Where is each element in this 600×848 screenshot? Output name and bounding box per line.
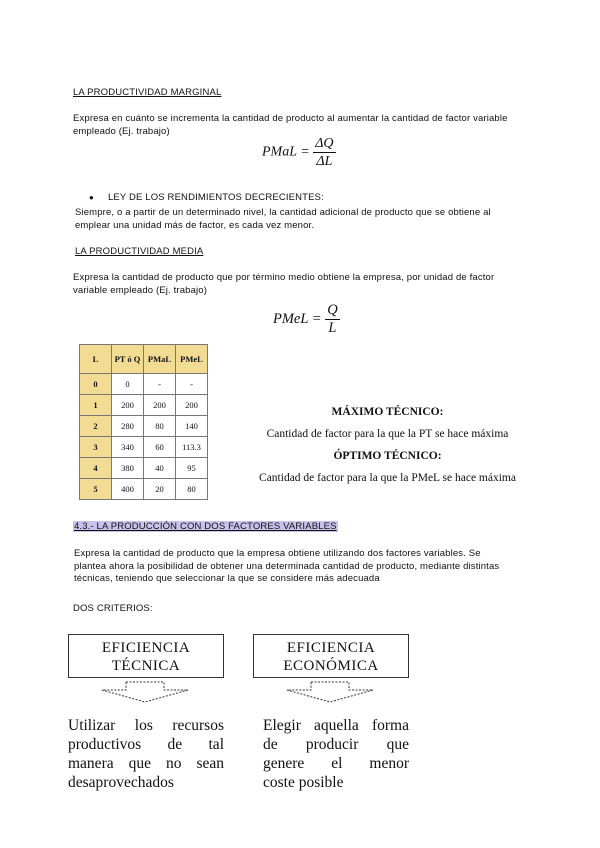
table-cell: 2 xyxy=(80,416,112,437)
media-description-line1: Expresa la cantidad de producto que por término medio obtiene la empresa, por unidad de factor xyxy=(73,272,495,283)
economica-desc-line: de producir que xyxy=(263,736,409,753)
down-arrow-icon xyxy=(285,680,375,704)
table-cell: 200 xyxy=(144,395,176,416)
table-cell: 340 xyxy=(112,437,144,458)
table-cell: 5 xyxy=(80,479,112,500)
eficiencia-tecnica-line2: TÉCNICA xyxy=(111,658,181,674)
down-arrow-icon xyxy=(100,680,190,704)
table-row xyxy=(80,416,208,437)
table-cell: 80 xyxy=(144,416,176,437)
eficiencia-tecnica-line1: EFICIENCIA xyxy=(101,640,191,656)
table-header-row xyxy=(80,345,208,374)
table-cell: - xyxy=(176,374,208,395)
table-header-pt: PT ó Q xyxy=(112,345,144,374)
tecnica-desc-line: manera que no sean xyxy=(68,755,224,772)
table-header-l: L xyxy=(80,345,112,374)
table-cell: 200 xyxy=(112,395,144,416)
law-description-line1: Siempre, o a partir de un determinado nivel, la cantidad adicional de producto que se obtiene al xyxy=(75,207,491,218)
eficiencia-economica-description xyxy=(263,716,409,792)
table-cell: 140 xyxy=(176,416,208,437)
table-cell: 380 xyxy=(112,458,144,479)
table-header-pmel: PMeL xyxy=(176,345,208,374)
production-table xyxy=(79,344,208,500)
table-cell: 40 xyxy=(144,458,176,479)
table-cell: 280 xyxy=(112,416,144,437)
tecnica-desc-line: desaprovechados xyxy=(68,774,174,791)
eficiencia-tecnica-description xyxy=(68,716,224,792)
optimo-tecnico-text: Cantidad de factor para la que la PMeL se hace máxima xyxy=(259,472,516,484)
table-row xyxy=(80,458,208,479)
heading-productividad-marginal: LA PRODUCTIVIDAD MARGINAL xyxy=(73,87,222,98)
law-description-line2: emplear una unidad más de factor, es cada vez menor. xyxy=(75,219,315,231)
marginal-description xyxy=(73,113,543,138)
table-cell: 95 xyxy=(176,458,208,479)
heading-dos-factores xyxy=(73,521,338,534)
economica-desc-line: genere el menor xyxy=(263,755,409,772)
heading-productividad-media: LA PRODUCTIVIDAD MEDIA xyxy=(75,246,204,257)
table-cell: 3 xyxy=(80,437,112,458)
table-cell: 60 xyxy=(144,437,176,458)
economica-desc-line: Elegir aquella forma xyxy=(263,717,409,734)
formula-pmal xyxy=(262,136,336,169)
table-cell: 1 xyxy=(80,395,112,416)
table-cell: 0 xyxy=(80,374,112,395)
table-cell: 0 xyxy=(112,374,144,395)
media-description-line2: variable empleado (Ej. trabajo) xyxy=(73,284,208,296)
marginal-description-line2: empleado (Ej. trabajo) xyxy=(73,125,170,137)
tecnica-desc-line: Utilizar los recursos xyxy=(68,717,224,734)
marginal-description-line1: Expresa en cuánto se incrementa la cantidad de producto al aumentar la cantidad de factor variable xyxy=(73,113,508,124)
table-row xyxy=(80,395,208,416)
formula-pmal-numerator: ΔQ xyxy=(315,136,334,151)
formula-pmel xyxy=(273,303,340,336)
table-cell: 400 xyxy=(112,479,144,500)
dos-criterios-label: DOS CRITERIOS: xyxy=(73,603,153,614)
law-title: LEY DE LOS RENDIMIENTOS DECRECIENTES: xyxy=(108,192,324,203)
formula-pmal-fraction xyxy=(313,136,335,169)
eficiencia-tecnica-box xyxy=(68,634,224,678)
dos-factores-description xyxy=(74,548,544,586)
table-cell: - xyxy=(144,374,176,395)
heading-dos-factores-text: 4.3.- LA PRODUCCIÓN CON DOS FACTORES VARIABLES xyxy=(74,521,337,532)
formula-pmal-denominator: ΔL xyxy=(316,154,333,169)
tecnica-desc-line: productivos de tal xyxy=(68,736,224,753)
optimo-tecnico-title: ÓPTIMO TÉCNICO: xyxy=(333,450,442,462)
dos-factores-line2: plantea ahora la posibilidad de obtener una determinada cantidad de producto, mediante distintas xyxy=(74,560,500,572)
formula-pmel-lhs: PMeL = xyxy=(273,310,322,327)
law-description xyxy=(75,207,545,232)
eficiencia-economica-line1: EFICIENCIA xyxy=(286,640,376,656)
table-cell: 200 xyxy=(176,395,208,416)
formula-pmel-denominator: L xyxy=(328,320,337,336)
bullet-icon: ● xyxy=(89,193,94,202)
economica-desc-line: coste posible xyxy=(263,774,344,791)
max-tecnico-title: MÁXIMO TÉCNICO: xyxy=(331,406,444,418)
media-description xyxy=(73,272,543,297)
definitions-block xyxy=(250,404,525,486)
formula-pmel-numerator: Q xyxy=(327,302,338,318)
table-row xyxy=(80,374,208,395)
table-cell: 20 xyxy=(144,479,176,500)
table-cell: 113.3 xyxy=(176,437,208,458)
table-header-pmal: PMaL xyxy=(144,345,176,374)
eficiencia-economica-box xyxy=(253,634,409,678)
formula-pmal-lhs: PMaL = xyxy=(262,144,310,160)
table-row xyxy=(80,479,208,500)
table-row xyxy=(80,437,208,458)
table-cell: 80 xyxy=(176,479,208,500)
formula-pmel-fraction xyxy=(325,303,339,336)
dos-factores-line1: Expresa la cantidad de producto que la empresa obtiene utilizando dos factores variables. Se xyxy=(74,548,481,559)
dos-factores-line3: técnicas, teniendo que seleccionar la que se considere más adecuada xyxy=(74,573,380,584)
max-tecnico-text: Cantidad de factor para la que la PT se hace máxima xyxy=(266,428,509,440)
table-cell: 4 xyxy=(80,458,112,479)
eficiencia-economica-line2: ECONÓMICA xyxy=(283,658,379,674)
